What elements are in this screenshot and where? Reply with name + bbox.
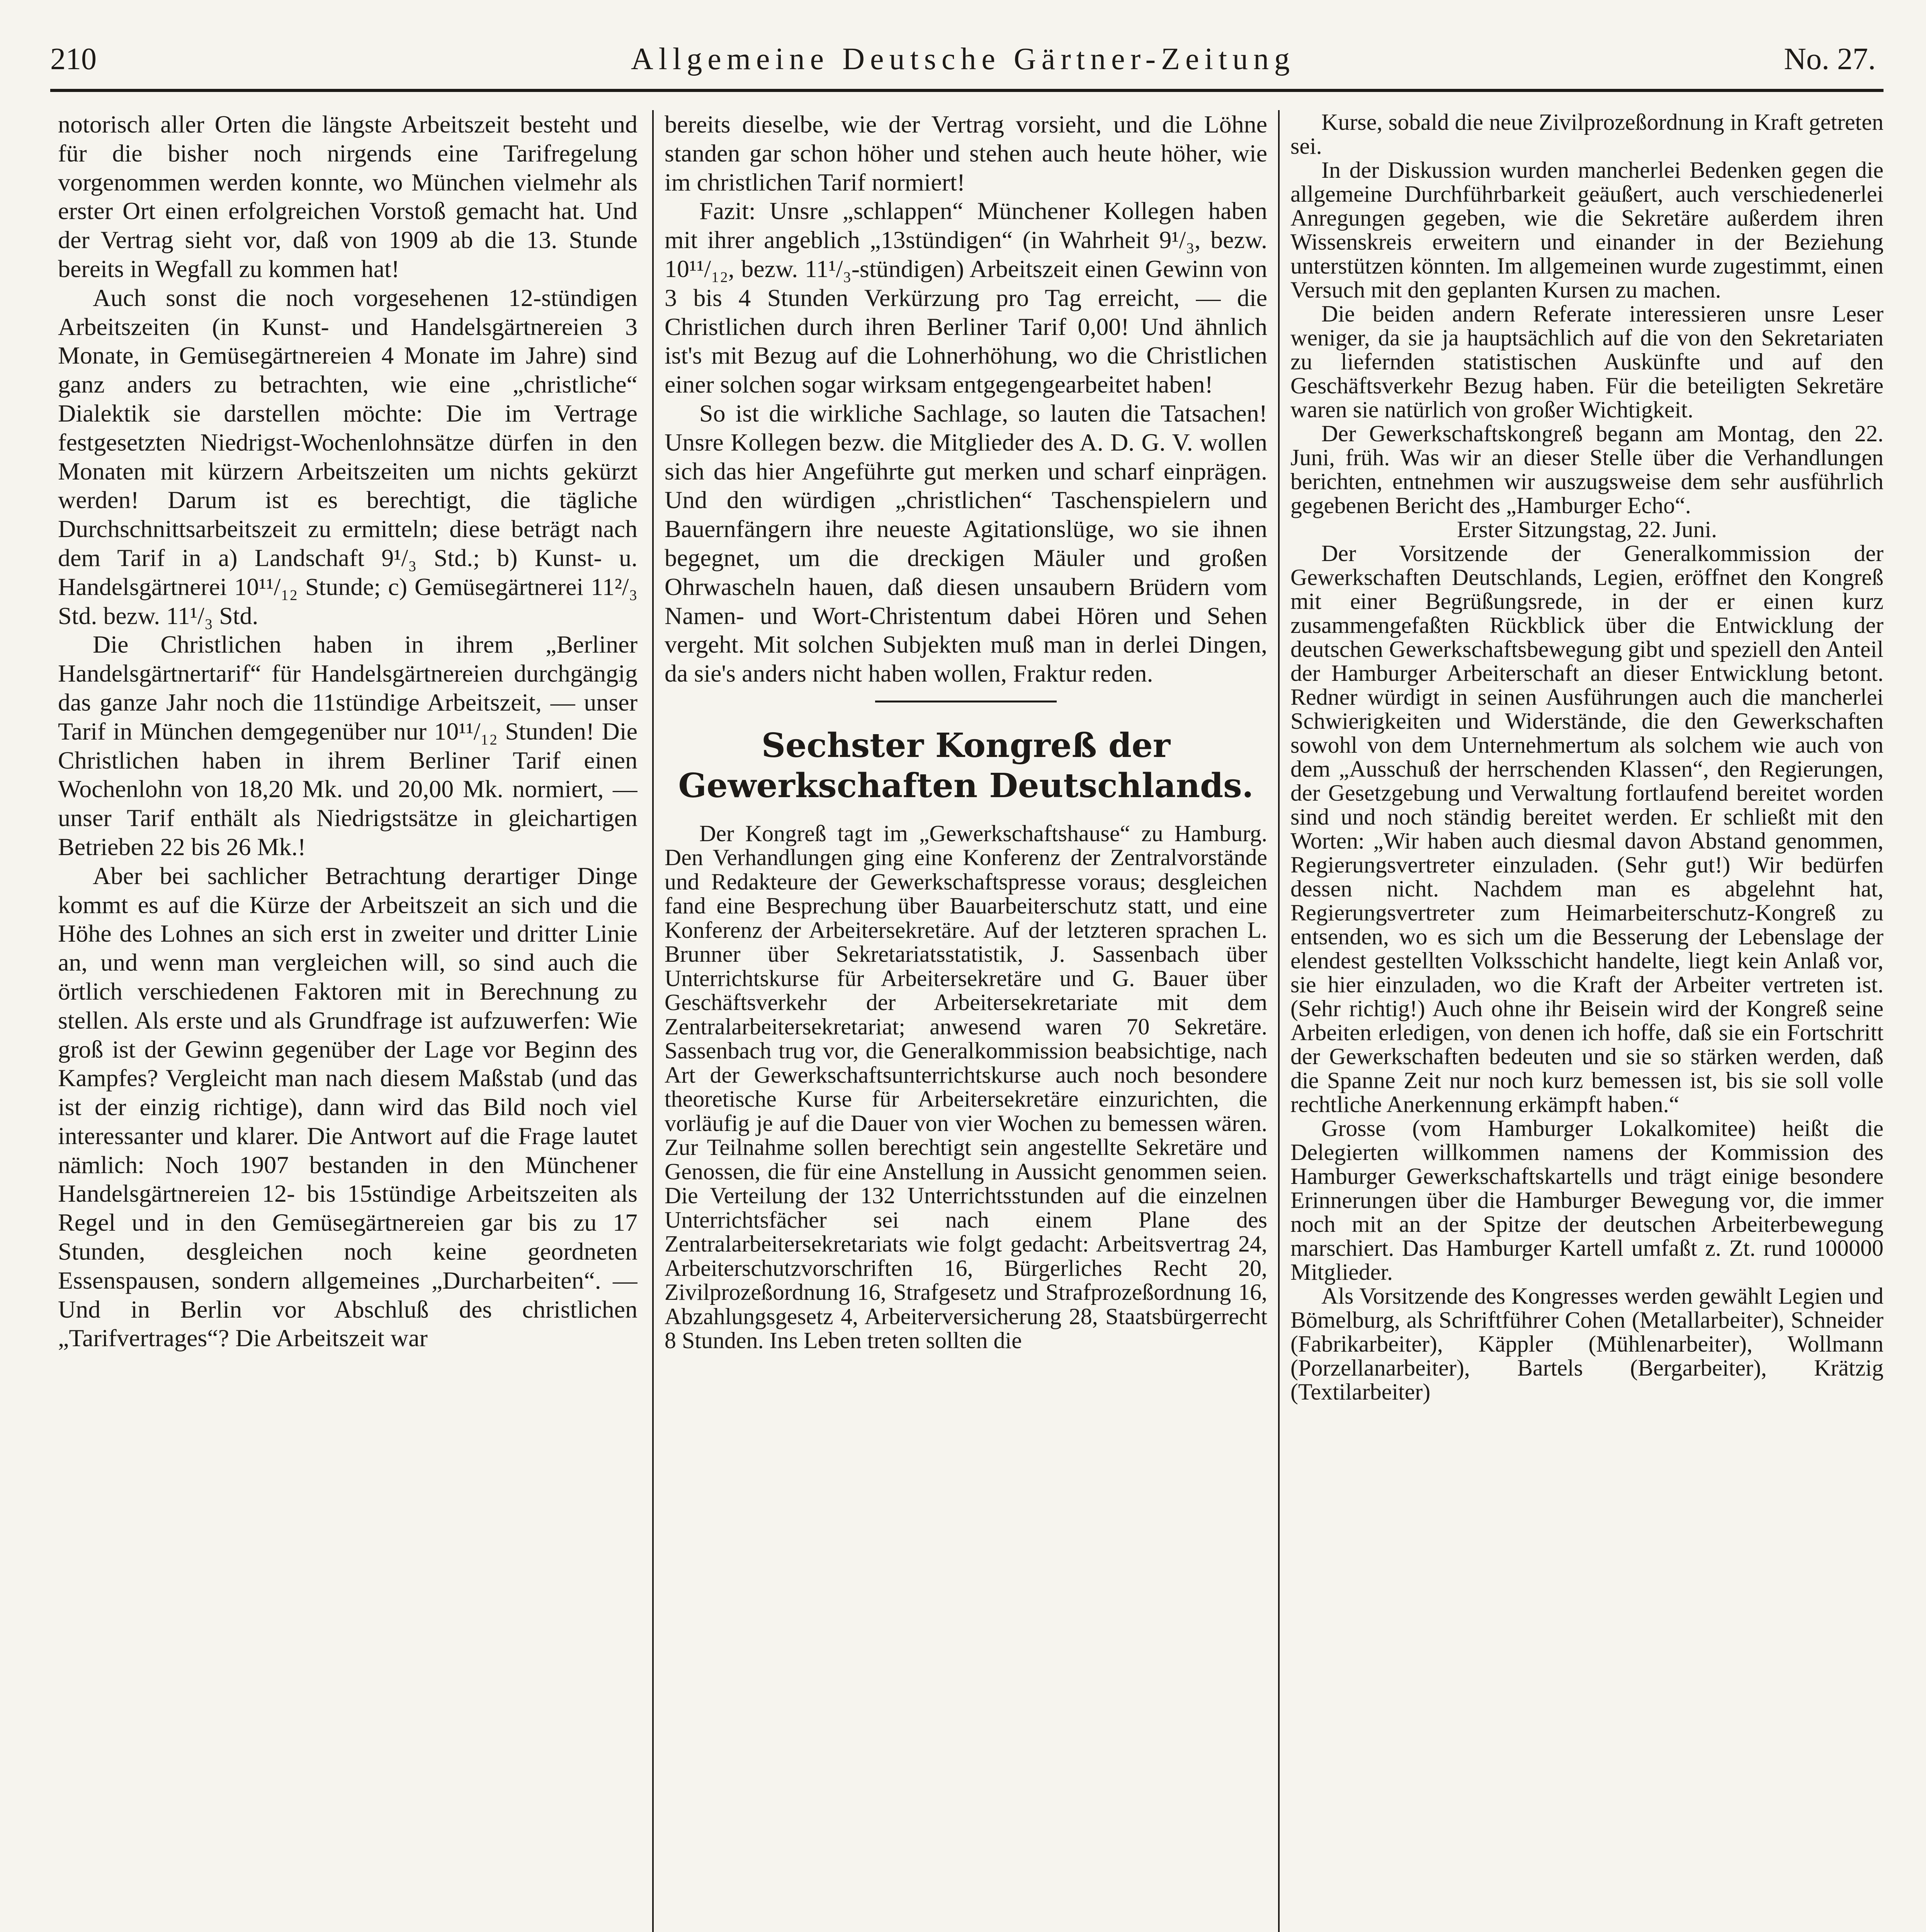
- paragraph: notorisch aller Orten die längste Arbeitszeit besteht und für die bisher noch nirgends eine Tarifregelung vorgenommen werden konnte, wo München vielmehr als erster Ort einen erfolgreichen Vorstoß gemacht hat. Und der Vertrag sieht vor, daß von 1909 ab die 13. Stunde bereits in Wegfall zu kommen hat!: [58, 111, 637, 282]
- paragraph: Die Christlichen haben in ihrem „Berliner Handelsgärtnertarif“ für Handelsgärtnereien durchgängig das ganze Jahr noch die 11stündige Arbeitszeit, — unser Tarif in München demgegenüber nur 10¹¹/₁₂ Stunden! Die Christlichen haben in ihrem Berliner Tarif einen Wochenlohn von 18,20 Mk. und 20,00 Mk. normiert, — unser Tarif enthält als Niedrigstsätze in gleichartigen Betrieben 22 bis 26 Mk.!: [58, 631, 637, 861]
- column-divider: [652, 110, 654, 1932]
- article-column-3: [1290, 110, 1884, 1932]
- kongress-headline: Sechster Kongreß der Gewerkschaften Deutschlands.: [678, 726, 1254, 805]
- column-divider: [1278, 110, 1280, 1932]
- paragraph: Der Gewerkschaftskongreß begann am Montag, den 22. Juni, früh. Was wir an dieser Stelle über die Verhandlungen berichten, entnehmen wir auszugsweise dem sehr ausführlich gegebenen Bericht des „Hamburger Echo“.: [1290, 421, 1884, 518]
- paragraph: So ist die wirkliche Sachlage, so lauten die Tatsachen! Unsre Kollegen bezw. die Mitglieder des A. D. G. V. wollen sich das hier Angeführte gut merken und scharf einprägen. Und den würdigen „christlichen“ Taschenspielern und Bauernfängern ihre neueste Agitationslüge, wo sie ihnen begegnet, um die dreckigen Mäuler und großen Ohrwascheln hauen, daß diesen unsaubern Brüdern vom Namen- und Wort-Christentum dabei Hören und Sehen vergeht. Mit solchen Subjekten muß man in derlei Dingen, da sie's anders nicht haben wollen, Fraktur reden.: [665, 399, 1267, 687]
- issue-number: No. 27.: [1784, 42, 1876, 76]
- paragraph: Als Vorsitzende des Kongresses werden gewählt Legien und Bömelburg, als Schriftführer Cohen (Metallarbeiter), Schneider (Fabrikarbeiter), Käppler (Mühlenarbeiter), Wollmann (Porzellanarbeiter), Bartels (Bergarbeiter), Krätzig (Textilarbeiter): [1290, 1283, 1884, 1405]
- paragraph: Aber bei sachlicher Betrachtung derartiger Dinge kommt es auf die Kürze der Arbeitszeit an sich und die Höhe des Lohnes an sich erst in zweiter und dritter Linie an, und wenn man vergleichen will, so sind auch die örtlich verschiedenen Faktoren mit in Berechnung zu stellen. Als erste und als Grundfrage ist aufzuwerfen: Wie groß ist der Gewinn gegenüber der Lage vor Beginn des Kampfes? Vergleicht man nach diesem Maßstab (und das ist der einzig richtige), dann wird das Bild noch viel interessanter und klarer. Die Antwort auf die Frage lautet nämlich: Noch 1907 bestanden in den Münchener Handelsgärtnereien 12- bis 15stündige Arbeitszeiten als Regel und in den Gemüsegärtnereien gar bis zu 17 Stunden, desgleichen noch keine geordneten Essenspausen, sondern allgemeines „Durcharbeiten“. — Und in Berlin vor Abschluß des christlichen „Tarifvertrages“? Die Arbeitszeit war: [58, 862, 637, 1352]
- paragraph: Grosse (vom Hamburger Lokalkomitee) heißt die Delegierten willkommen namens der Kommission des Hamburger Gewerkschaftskartells und trägt einige besondere Erinnerungen über die Hamburger Bewegung vor, die immer noch mit an der Spitze der deutschen Arbeiterbewegung marschiert. Das Hamburger Kartell umfaßt z. Zt. rund 100000 Mitglieder.: [1290, 1116, 1884, 1285]
- page-number: 210: [50, 42, 97, 76]
- paragraph: Der Kongreß tagt im „Gewerkschaftshause“ zu Hamburg. Den Verhandlungen ging eine Konferenz der Zentralvorstände und Redakteure der Gewerkschaftspresse voraus; desgleichen fand eine Besprechung über Bauarbeiterschutz statt, und eine Konferenz der Arbeitersekretäre. Auf der letzteren sprachen L. Brunner über Sekretariatsstatistik, J. Sassenbach über Unterrichtskurse für Arbeitersekretäre und G. Bauer über Geschäftsverkehr der Arbeitersekretariate mit dem Zentralarbeitersekretariat; anwesend waren 70 Sekretäre. Sassenbach trug vor, die Generalkommission beabsichtige, nach Art der Gewerkschaftsunterrichtskurse auch noch besondere theoretische Kurse für Arbeitersekretäre einzurichten, die vorläufig je auf die Dauer von vier Wochen zu bemessen wären. Zur Teilnahme sollen berechtigt sein angestellte Sekretäre und Genossen, die für eine Anstellung in Aussicht genommen seien. Die Verteilung der 132 Unterrichtsstunden auf die einzelnen Unterrichtsfächer sei nach einem Plane des Zentralarbeitersekretariats wie folgt gedacht: Arbeitsvertrag 24, Arbeiterschutzvorschriften 16, Bürgerliches Recht 20, Zivilprozeßordnung 16, Strafgesetz und Strafprozeßordnung 16, Abzahlungsgesetz 4, Arbeiterversicherung 28, Staatsbürgerrecht 8 Stunden. Ins Leben treten sollten die: [665, 820, 1267, 1354]
- paragraph: Auch sonst die noch vorgesehenen 12-stündigen Arbeitszeiten (in Kunst- und Handelsgärtnereien 3 Monate, in Gemüsegärtnereien 4 Monate im Jahre) sind ganz anders zu betrachten, wie eine „christliche“ Dialektik sie darstellen möchte: Die im Vertrage festgesetzten Niedrigst-Wochenlohnsätze dürfen in den Monaten mit kürzern Arbeitszeiten um nichts gekürzt werden! Darum ist es berechtigt, die tägliche Durchschnittsarbeitszeit zu ermitteln; diese beträgt nach dem Tarif in a) Landschaft 9¹/₃ Std.; b) Kunst- u. Handelsgärtnerei 10¹¹/₁₂ Stunde; c) Gemüsegärtnerei 11²/₃ Std. bezw. 11¹/₃ Std.: [58, 284, 637, 629]
- paragraph: Fazit: Unsre „schlappen“ Münchener Kollegen haben mit ihrer angeblich „13stündigen“ (in Wahrheit 9¹/₃, bezw. 10¹¹/₁₂, bezw. 11¹/₃-stündigen) Arbeitszeit einen Gewinn von 3 bis 4 Stunden Verkürzung pro Tag erreicht, — die Christlichen durch ihren Berliner Tarif 0,00! Und ähnlich ist's mit Bezug auf die Lohnerhöhung, wo die Christlichen einer solchen sogar wirksam entgegengearbeitet haben!: [665, 197, 1267, 398]
- article-column-1: [58, 110, 637, 1932]
- newspaper-title: Allgemeine Deutsche Gärtner-Zeitung: [631, 42, 1295, 76]
- paragraph: Die beiden andern Referate interessieren unsre Leser weniger, da sie ja hauptsächlich auf die von den Sekretariaten zu liefernden statistischen Auskünfte und auf den Geschäftsverkehr Bezug haben. Für die beteiligten Sekretäre waren sie natürlich von großer Wichtigkeit.: [1290, 301, 1884, 422]
- paragraph: Kurse, sobald die neue Zivilprozeßordnung in Kraft getreten sei.: [1290, 110, 1884, 159]
- session-heading: Erster Sitzungstag, 22. Juni.: [1457, 517, 1717, 542]
- section-divider: [875, 701, 1057, 702]
- article-column-2: [665, 110, 1267, 1932]
- paragraph: Der Vorsitzende der Generalkommission der Gewerkschaften Deutschlands, Legien, eröffnet den Kongreß mit einer Begrüßungsrede, in der er einen kurz zusammengefaßten Rückblick über die Entwicklung der deutschen Gewerkschaftsbewegung gibt und speziell den Anteil der Hamburger Arbeiterschaft an dieser Entwicklung betont. Redner würdigt in seinen Ausführungen auch die mancherlei Schwierigkeiten und Widerstände, die den Gewerkschaften sowohl von dem Unternehmertum als solchem wie auch von dem „Ausschuß der herrschenden Klassen“, den Regierungen, der Gesetzgebung und Verwaltung fortlaufend bereitet worden sind und noch ständig bereitet werden. Er schließt mit den Worten: „Wir haben auch diesmal davon Abstand genommen, Regierungsvertreter einzuladen. (Sehr gut!) Wir bedürfen dessen nicht. Nachdem man es abgelehnt hat, Regierungsvertreter zum Heimarbeiterschutz-Kongreß zu entsenden, wo es sich um die Besserung der Lebenslage der elendest gestellten Volksschicht handelte, liegt kein Anlaß vor, sie hier einzuladen, wo die Kraft der Arbeiter vertreten ist. (Sehr richtig!) Auch ohne ihr Beisein wird der Kongreß seine Arbeiten erledigen, von denen ich hoffe, daß sie ein Fortschritt der Gewerkschaften bedeuten und sie so stärken werden, daß die Spanne Zeit nur noch kurz bemessen ist, bis sie soll volle rechtliche Anerkennung erkämpft haben.“: [1290, 541, 1884, 1117]
- paragraph: In der Diskussion wurden mancherlei Bedenken gegen die allgemeine Durchführbarkeit geäußert, auch verschiedenerlei Anregungen gegeben, wie die Sekretäre außerdem ihren Wissenskreis erweitern und einander in der Beziehung unterstützen könnten. Im allgemeinen wurde zugestimmt, einen Versuch mit den geplanten Kursen zu machen.: [1290, 157, 1884, 303]
- header-rule: [50, 89, 1884, 92]
- paragraph: bereits dieselbe, wie der Vertrag vorsieht, und die Löhne standen gar schon höher und stehen auch heute höher, wie im christlichen Tarif normiert!: [665, 111, 1267, 196]
